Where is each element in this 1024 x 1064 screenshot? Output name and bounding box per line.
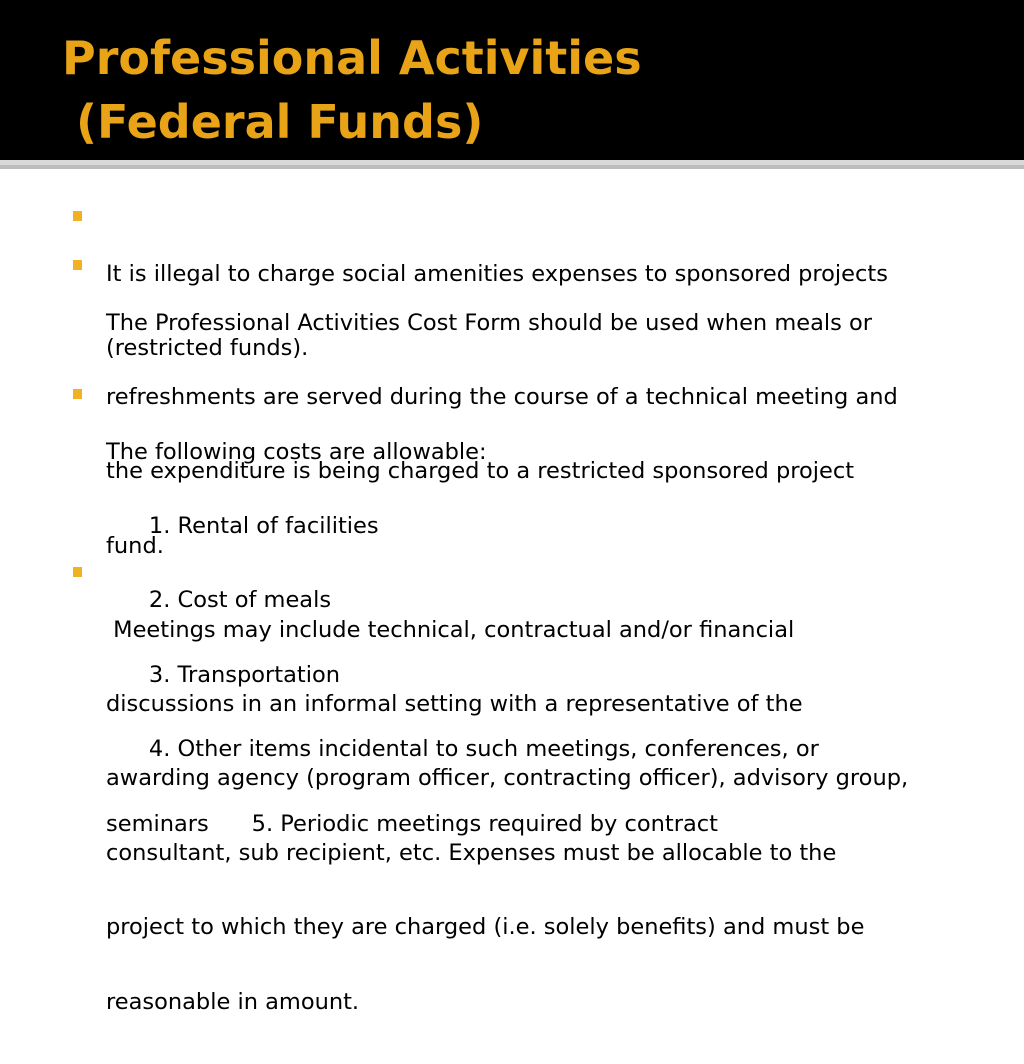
bullet-square-icon	[73, 260, 82, 270]
bullet-list-item: 3. Transportation	[106, 661, 340, 688]
bullet-list-item: 4. Other items incidental to such meetings, conferences, or	[106, 736, 819, 763]
bullet-square-icon	[73, 389, 82, 399]
bullet-text-line: (restricted funds).	[106, 334, 309, 361]
bullet-text-line: fund.	[106, 532, 164, 559]
bullet-list-item: 1. Rental of facilities	[106, 512, 379, 539]
bullet-text-line: awarding agency (program officer, contracting officer), advisory group,	[106, 765, 909, 792]
bullet-text-line: refreshments are served during the course of a technical meeting and	[106, 383, 898, 410]
bullet-text-line: discussions in an informal setting with a representative of the	[106, 690, 803, 717]
bullet-list-item: seminars 5. Periodic meetings required by contract	[106, 810, 718, 837]
bullet-text-line: Meetings may include technical, contractual and/or financial	[106, 616, 795, 643]
bullet-text-line: The Professional Activities Cost Form should be used when meals or	[106, 309, 873, 336]
bullet-text-line: the expenditure is being charged to a restricted sponsored project	[106, 458, 855, 485]
bullet-text-line: reasonable in amount.	[106, 988, 360, 1015]
slide-title-line-2: (Federal Funds)	[76, 95, 484, 149]
bullet-square-icon	[73, 567, 82, 577]
bullet-text-line: consultant, sub recipient, etc. Expenses must be allocable to the	[106, 839, 837, 866]
bullet-square-icon	[73, 211, 82, 221]
slide-title-line-1: Professional Activities	[62, 31, 642, 85]
bullet-text-line: The following costs are allowable:	[106, 438, 487, 465]
bullet-text-line: It is illegal to charge social amenities expenses to sponsored projects	[106, 260, 888, 287]
bullet-paragraph	[106, 568, 976, 1064]
bullet-list-item: 2. Cost of meals	[106, 587, 332, 614]
bullet-text-line: project to which they are charged (i.e. solely benefits) and must be	[106, 914, 865, 941]
